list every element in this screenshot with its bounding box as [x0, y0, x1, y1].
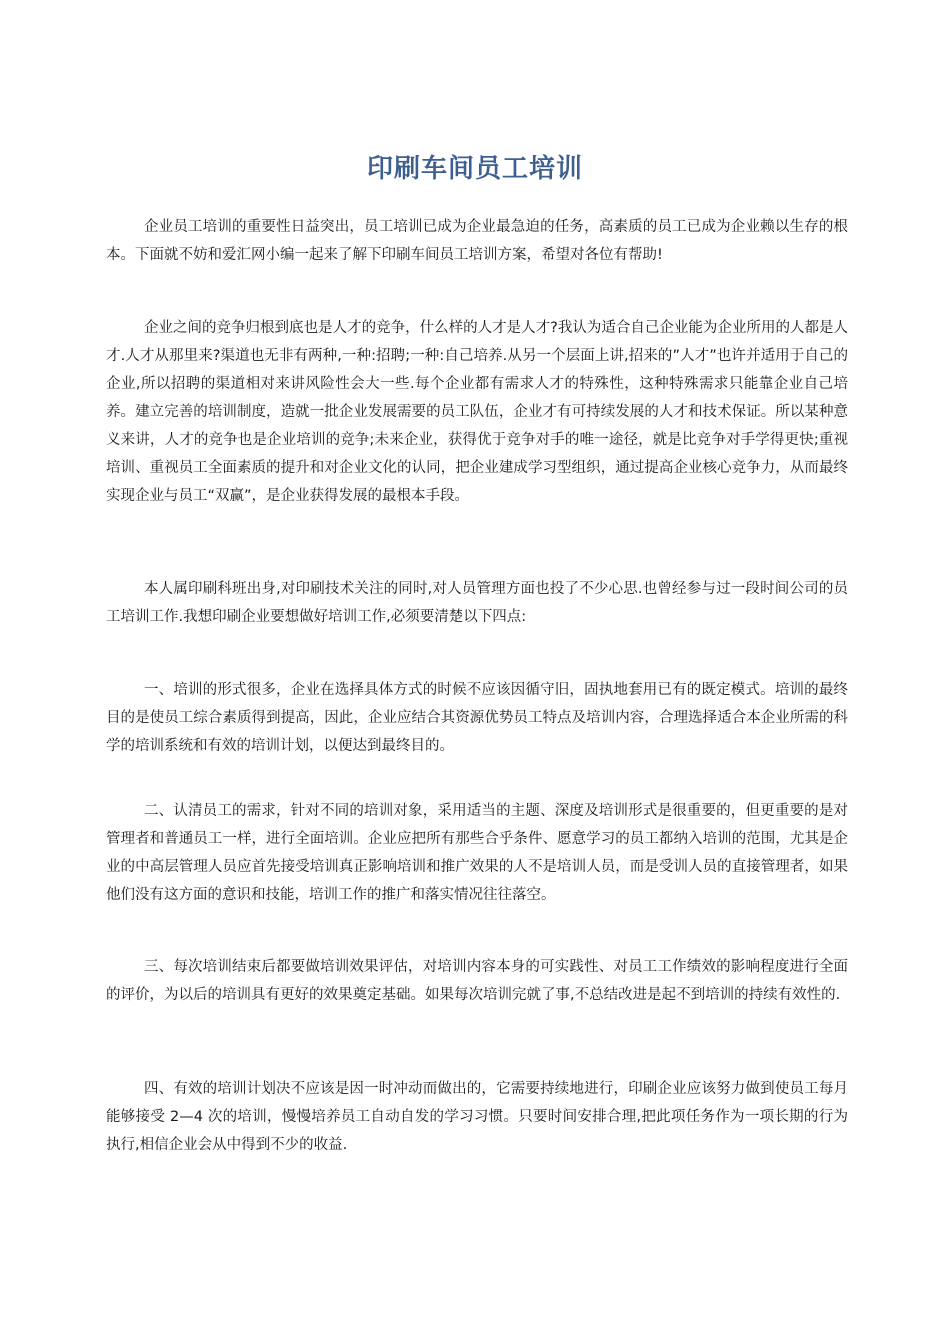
point-two-paragraph: 二、认清员工的需求，针对不同的培训对象，采用适当的主题、深度及培训形式是很重要的，但更重要的是对管理者和普通员工一样，进行全面培训。企业应把所有那些合乎条件、愿意学习的员工都纳入培训的范围，尤其是企业的中高层管理人员应首先接受培训真正影响培训和推广效果的人不是培训人员，而是受训人员的直接管理者，如果他们没有这方面的意识和技能，培训工作的推广和落实情况往往落空。	[106, 803, 848, 903]
point-one-paragraph: 一、培训的形式很多，企业在选择具体方式的时候不应该因循守旧，固执地套用已有的既定模式。培训的最终目的是使员工综合素质得到提高，因此，企业应结合其资源优势员工特点及培训内容，合理选择适合本企业所需的科学的培训系统和有效的培训计划，以便达到最终目的。	[106, 682, 848, 754]
author-background-paragraph: 本人属印刷科班出身,对印刷技术关注的同时,对人员管理方面也投了不少心思.也曾经参与过一段时间公司的员工培训工作.我想印刷企业要想做好培训工作,必须要清楚以下四点:	[106, 581, 848, 625]
intro-paragraph: 企业员工培训的重要性日益突出，员工培训已成为企业最急迫的任务，高素质的员工已成为企业赖以生存的根本。下面就不妨和爱汇网小编一起来了解下印刷车间员工培训方案，希望对各位有帮助!	[106, 219, 848, 263]
point-three-paragraph: 三、每次培训结束后都要做培训效果评估，对培训内容本身的可实践性、对员工工作绩效的影响程度进行全面的评价，为以后的培训具有更好的效果奠定基础。如果每次培训完就了事,不总结改进是起不到培训的持续有效性的.	[106, 959, 848, 1003]
point-four-paragraph: 四、有效的培训计划决不应该是因一时冲动而做出的，它需要持续地进行，印刷企业应该努力做到使员工每月能够接受 2—4 次的培训，慢慢培养员工自动自发的学习习惯。只要时间安排合理,把此项任务作为一项长期的行为执行,相信企业会从中得到不少的收益.	[106, 1081, 848, 1153]
competition-paragraph: 企业之间的竞争归根到底也是人才的竞争，什么样的人才是人才?我认为适合自己企业能为企业所用的人都是人才.人才从那里来?渠道也无非有两种,一种:招聘;一种:自己培养.从另一个层面上讲,招来的”人才”也许并适用于自己的企业,所以招聘的渠道相对来讲风险性会大一些.每个企业都有需求人才的特殊性，这种特殊需求只能靠企业自己培养。建立完善的培训制度，造就一批企业发展需要的员工队伍，企业才有可持续发展的人才和技术保证。所以某种意义来讲，人才的竞争也是企业培训的竞争;未来企业，获得优于竞争对手的唯一途径，就是比竞争对手学得更快;重视培训、重视员工全面素质的提升和对企业文化的认同，把企业建成学习型组织，通过提高企业核心竞争力，从而最终实现企业与员工“双赢”，是企业获得发展的最根本手段。	[106, 320, 848, 504]
page-title: 印刷车间员工培训	[366, 154, 583, 184]
